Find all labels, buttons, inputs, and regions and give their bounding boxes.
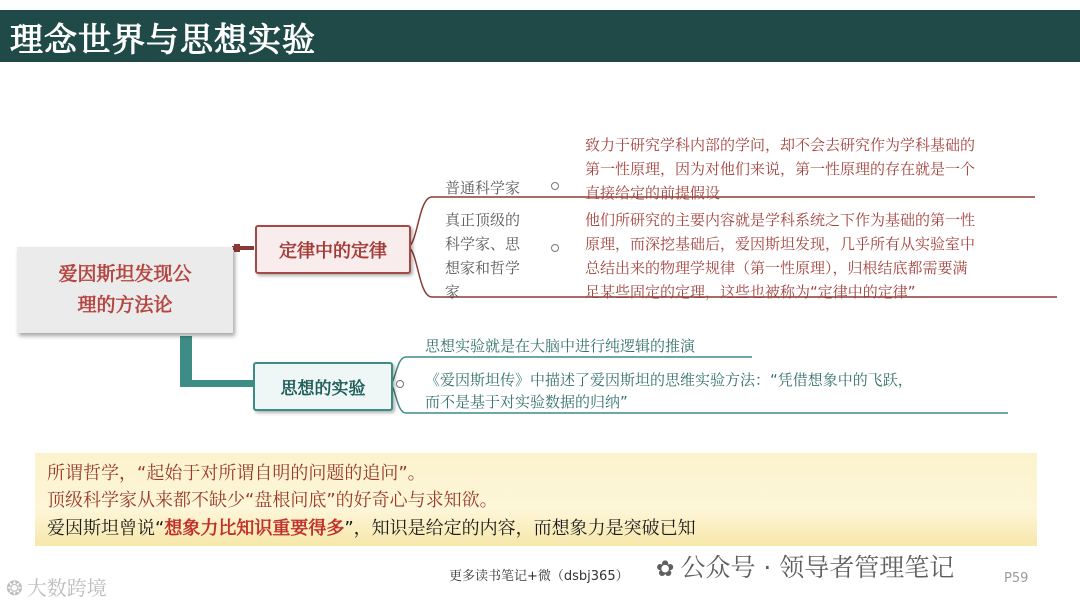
connector-root-red-end (234, 244, 240, 252)
page-number: P59 (1004, 571, 1029, 586)
quote-line-3: 爱因斯坦曾说“想象力比知识重要得多”，知识是给定的内容，而想象力是突破已知 (47, 518, 696, 539)
root-line-2: 理的方法论 (77, 294, 173, 316)
brand-watermark: ❂ 大数跨境 (6, 576, 107, 600)
quote-line-1: 所谓哲学，“起始于对所谓自明的问题的追问”。 (47, 463, 426, 484)
thought-experiment-definition: 思想实验就是在大脑中进行纯逻辑的推演 (425, 337, 696, 355)
top-scientist-desc: 他们所研究的主要内容就是学科系统之下作为基础的第一性 原理，而深挖基础后，爱因斯坦发现，几乎所有从实验室中 总结出来的物理学规律（第一性原理），归根结底都需要满 足某些固定的定理，这些也被称为“定律中的定律” (585, 211, 976, 301)
quote-line-2: 顶级科学家从来都不缺少“盘根问底”的好奇心与求知欲。 (47, 490, 498, 511)
wechat-icon: ✿ (656, 557, 675, 582)
collapse-toggle-icon (551, 244, 559, 252)
ordinary-scientist-desc: 致力于研究学科内部的学问，却不会去研究作为学科基础的 第一性原理，因为对他们来说，第一性原理的存在就是一个 直接给定的前提假设 (585, 136, 976, 202)
collapse-toggle-icon (396, 380, 404, 388)
branch-node-law-of-laws: 定律中的定律 (255, 225, 411, 274)
root-node (17, 247, 233, 333)
collapse-toggle-icon (551, 182, 559, 190)
wechat-watermark: ✿ 公众号 · 领导者管理笔记 (656, 553, 955, 582)
emphasis-imagination: 想象力比知识重要得多 (164, 518, 345, 539)
root-line-1: 爱因斯坦发现公 (58, 263, 192, 285)
branch-node-thought-experiment: 思想的实验 (253, 362, 393, 411)
connector-root-teal-vertical (180, 336, 192, 385)
ordinary-scientist-label: 普通科学家 (445, 179, 521, 197)
footer-note: 更多读书笔记+微（dsbj365） (449, 569, 629, 584)
top-scientist-label: 真正顶级的 科学家、思 想家和哲学 家 (445, 211, 521, 301)
brand-logo-icon: ❂ (6, 576, 23, 600)
page-title: 理念世界与思想实验 (10, 20, 316, 59)
einstein-biography-quote: 《爱因斯坦传》中描述了爱因斯坦的思维实验方法：“凭借想象中的飞跃， 而不是基于对实验数据的归纳” (425, 371, 913, 411)
connector-root-teal-horizontal (180, 380, 254, 387)
